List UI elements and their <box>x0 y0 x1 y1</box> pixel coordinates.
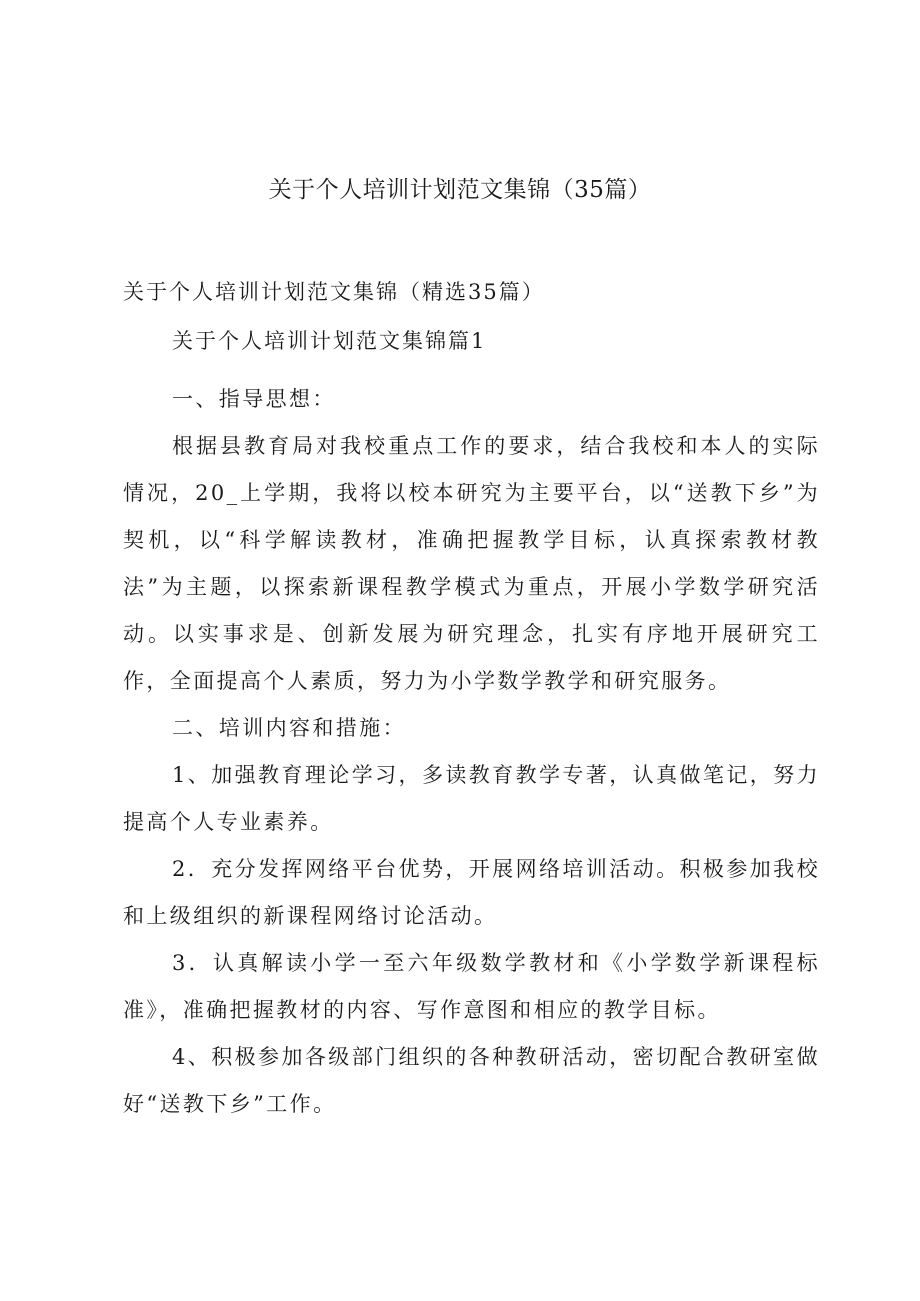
article-heading: 关于个人培训计划范文集锦篇1 <box>172 329 487 353</box>
document-body <box>123 376 820 1128</box>
list-item-2: 2．充分发挥网络平台优势，开展网络培训活动。积极参加我校和上级组织的新课程网络讨论活动。 <box>123 857 820 928</box>
list-item-3: 3．认真解读小学一至六年级数学教材和《小学数学新课程标准》，准确把握教材的内容、写作意图和相应的教学目标。 <box>123 951 820 1022</box>
list-item-4: 4、积极参加各级部门组织的各种教研活动，密切配合教研室做好“送教下乡”工作。 <box>123 1045 820 1116</box>
paragraph-guiding-ideology: 根据县教育局对我校重点工作的要求，结合我校和本人的实际情况，20_上学期，我将以校本研究为主要平台，以“送教下乡”为契机，以“科学解读教材，准确把握教学目标，认真探索教材教法”为主题，以探索新课程教学模式为重点，开展小学数学研究活动。以实事求是、创新发展为研究理念，扎实有序地开展研究工作，全面提高个人素质，努力为小学数学教学和研究服务。 <box>123 434 820 693</box>
document-subtitle: 关于个人培训计划范文集锦（精选35篇） <box>123 280 545 304</box>
list-item-1: 1、加强教育理论学习，多读教育教学专著，认真做笔记，努力提高个人专业素养。 <box>123 763 820 834</box>
heading-guiding-ideology: 一、指导思想： <box>172 387 336 411</box>
document-title: 关于个人培训计划范文集锦（35篇） <box>268 177 652 203</box>
heading-training-content: 二、培训内容和措施： <box>172 716 406 740</box>
